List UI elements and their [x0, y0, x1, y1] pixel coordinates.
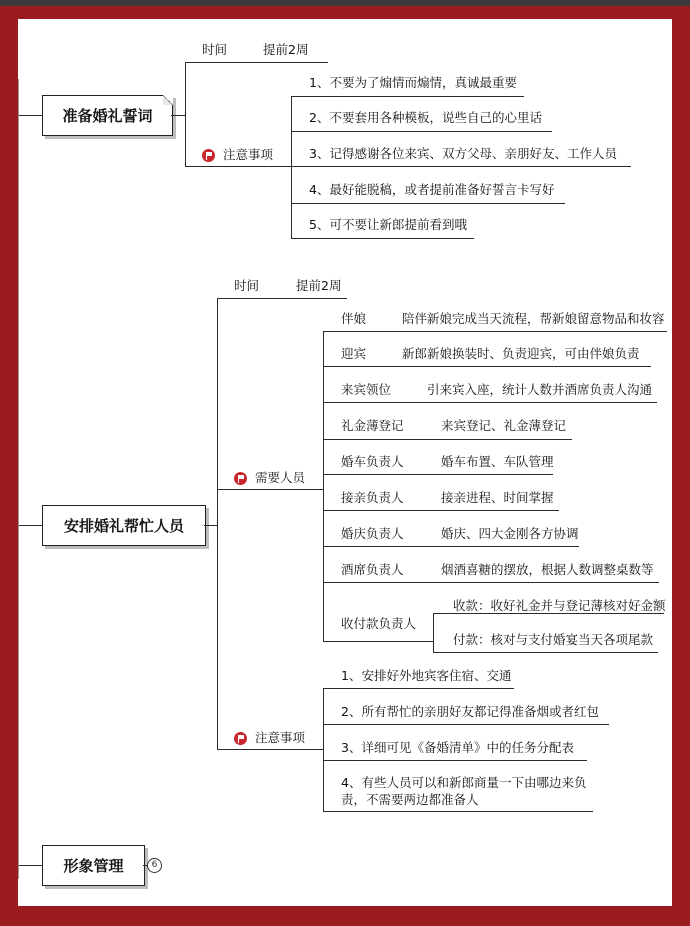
- flag-icon: [234, 732, 247, 745]
- s1-notes-label[interactable]: 注意事项: [223, 147, 274, 162]
- top-bar: [0, 0, 690, 6]
- s2-note-2[interactable]: 2、所有帮忙的亲朋好友都记得准备烟或者红包: [341, 704, 599, 719]
- s1-time-value: 提前2周: [263, 42, 309, 57]
- role-name[interactable]: 婚车负责人: [341, 454, 404, 469]
- s2-time-label: 时间: [234, 278, 260, 293]
- flag-icon: [202, 149, 215, 162]
- s1-time-underline: [185, 62, 328, 63]
- role-desc[interactable]: 婚庆、四大金刚各方协调: [441, 526, 579, 541]
- role-line: [323, 582, 659, 583]
- role-desc[interactable]: 引来宾入座，统计人数并酒席负责人沟通: [427, 382, 653, 397]
- s1-note-2-line: [291, 131, 552, 132]
- role-line: [323, 331, 667, 332]
- s2-time-underline: [217, 298, 347, 299]
- s1-branch-spine: [185, 62, 186, 167]
- trunk-connector: [18, 865, 42, 866]
- s2-staff-spine: [323, 331, 324, 642]
- s2-time-value: 提前2周: [296, 278, 342, 293]
- s2-note-line: [323, 724, 609, 725]
- s2-note-4-line1[interactable]: 4、有些人员可以和新郎商量一下由哪边来负: [341, 775, 587, 790]
- trunk-connector: [18, 115, 42, 116]
- role-desc[interactable]: 新郎新娘换装时、负责迎宾，可由伴娘负责: [402, 346, 640, 361]
- s1-note-2[interactable]: 2、不要套用各种模板，说些自己的心里话: [309, 110, 542, 125]
- role-name[interactable]: 礼金薄登记: [341, 418, 404, 433]
- s1-note-1[interactable]: 1、不要为了煽情而煽情，真诚最重要: [309, 75, 517, 90]
- s2-note-line: [323, 811, 593, 812]
- node-s2-title[interactable]: [42, 505, 206, 546]
- s1-note-5-line: [291, 238, 474, 239]
- fold-corner-icon: [163, 95, 173, 105]
- mind-map-page: [18, 19, 672, 906]
- role-line: [323, 641, 434, 642]
- role-desc[interactable]: 来宾登记、礼金薄登记: [441, 418, 567, 433]
- s1-time-label: 时间: [202, 42, 228, 57]
- s1-note-4-line: [291, 203, 565, 204]
- main-trunk-line: [18, 79, 19, 879]
- node-s3-title[interactable]: [42, 845, 145, 886]
- s1-notes-underline: [185, 166, 292, 167]
- s1-note-1-line: [291, 96, 524, 97]
- role-line: [323, 546, 579, 547]
- role-name[interactable]: 酒席负责人: [341, 562, 404, 577]
- s2-notes-label[interactable]: 注意事项: [255, 730, 306, 745]
- node-s1-title[interactable]: [42, 95, 173, 136]
- connector: [171, 115, 186, 116]
- connector: [204, 525, 218, 526]
- s2-branch-spine: [217, 298, 218, 750]
- payment-collect[interactable]: 收款：收好礼金并与登记薄核对好金额: [453, 598, 666, 613]
- payment-sub-line: [433, 652, 658, 653]
- s1-note-3-line: [291, 166, 631, 167]
- node-s1-title-text: 准备婚礼誓词: [62, 107, 153, 125]
- role-line: [323, 510, 559, 511]
- role-name[interactable]: 伴娘: [341, 311, 367, 326]
- role-line: [323, 402, 657, 403]
- s2-note-3[interactable]: 3、详细可见《备婚清单》中的任务分配表: [341, 740, 574, 755]
- flag-icon: [234, 472, 247, 485]
- role-line: [323, 474, 553, 475]
- role-name[interactable]: 接亲负责人: [341, 490, 404, 505]
- role-desc[interactable]: 接亲进程、时间掌握: [441, 490, 554, 505]
- s1-note-5[interactable]: 5、可不要让新郎提前看到哦: [309, 217, 467, 232]
- role-line: [323, 366, 651, 367]
- role-name[interactable]: 迎宾: [341, 346, 367, 361]
- s2-notes-underline: [217, 749, 324, 750]
- role-name[interactable]: 来宾领位: [341, 382, 392, 397]
- s2-note-4-line2[interactable]: 责，不需要两边都准备人: [341, 792, 479, 807]
- role-desc[interactable]: 烟酒喜糖的摆放，根据人数调整桌数等: [441, 562, 654, 577]
- s1-note-3[interactable]: 3、记得感谢各位来宾、双方父母、亲朋好友、工作人员: [309, 146, 617, 161]
- s1-note-4[interactable]: 4、最好能脱稿，或者提前准备好誓言卡写好: [309, 182, 555, 197]
- s2-note-line: [323, 760, 587, 761]
- s2-staff-underline: [217, 489, 324, 490]
- role-desc[interactable]: 陪伴新娘完成当天流程，帮新娘留意物品和妆容: [402, 311, 665, 326]
- s2-note-1[interactable]: 1、安排好外地宾客住宿、交通: [341, 668, 512, 683]
- role-name[interactable]: 婚庆负责人: [341, 526, 404, 541]
- role-line: [323, 439, 572, 440]
- payment-pay[interactable]: 付款：核对与支付婚宴当天各项尾款: [453, 632, 654, 647]
- role-desc[interactable]: 婚车布置、车队管理: [441, 454, 554, 469]
- s2-notes-spine: [323, 688, 324, 812]
- s2-note-line: [323, 688, 514, 689]
- role-name[interactable]: 收付款负责人: [341, 616, 417, 631]
- collapsed-count-badge[interactable]: 6: [147, 858, 162, 873]
- s2-staff-label[interactable]: 需要人员: [255, 470, 306, 485]
- node-s2-title-text: 安排婚礼帮忙人员: [63, 517, 184, 535]
- node-s3-title-text: 形象管理: [63, 857, 124, 875]
- payment-spine: [433, 613, 434, 653]
- trunk-connector: [18, 525, 42, 526]
- s1-notes-spine: [291, 96, 292, 239]
